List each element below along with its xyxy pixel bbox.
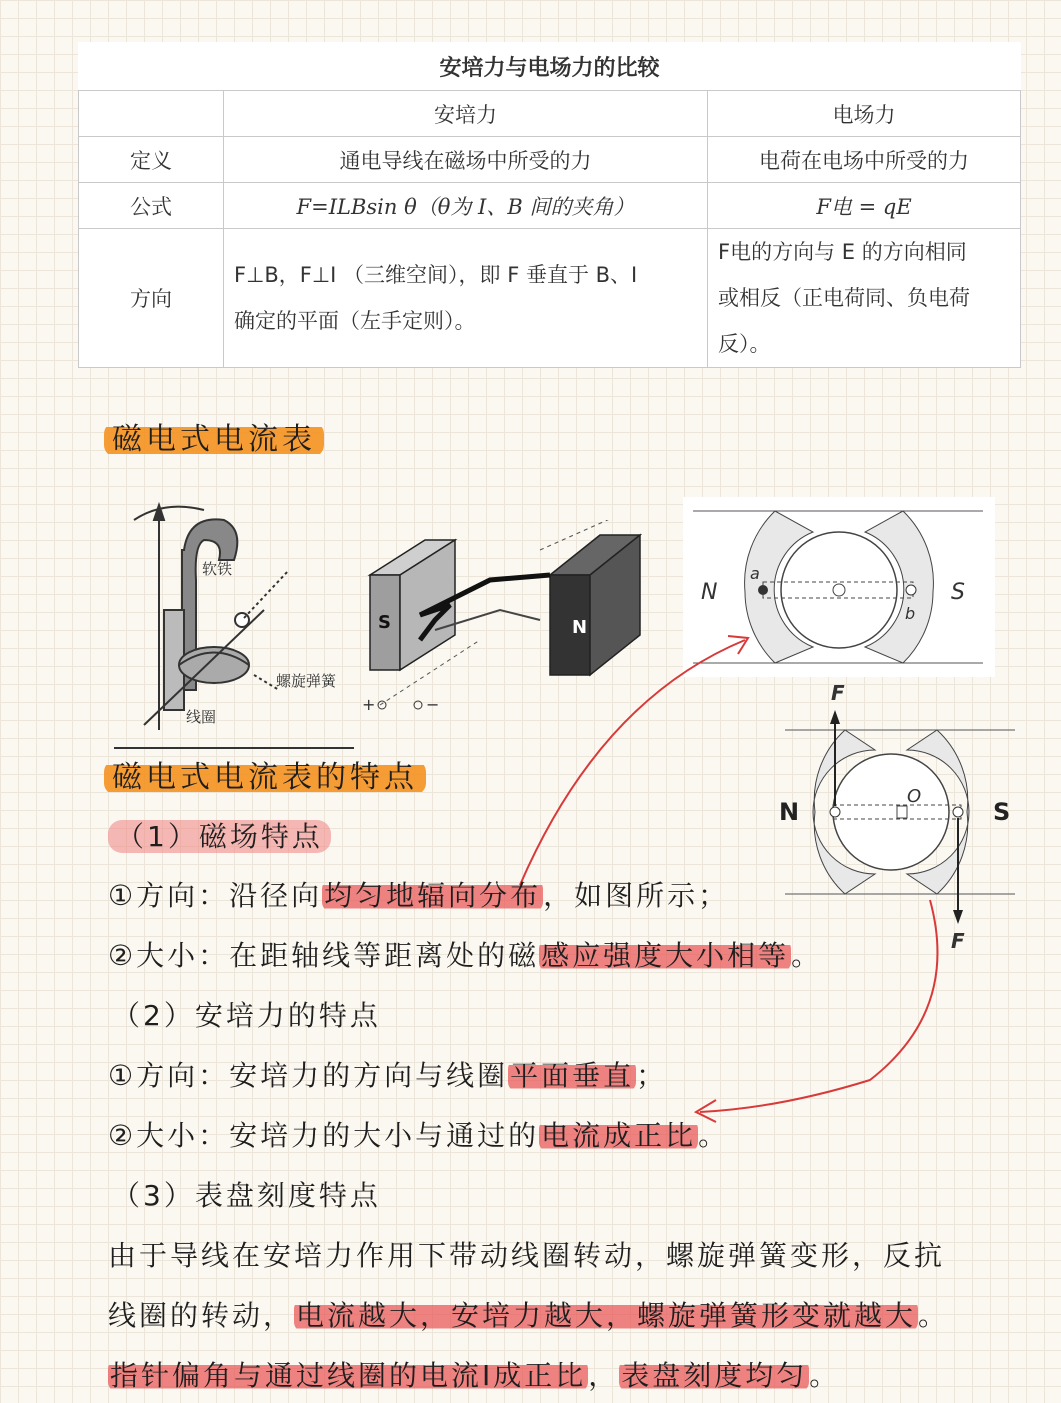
- cell-ampere-direction: [224, 229, 708, 368]
- sub3-para-line3: 指针偏角与通过线圈的电流I成正比，表盘刻度均匀。: [110, 1359, 841, 1392]
- row-label-definition: 定义: [79, 137, 224, 183]
- sub3-para-line1: 由于导线在安培力作用下带动线圈转动，螺旋弹簧变形，反抗: [108, 1239, 946, 1272]
- ampere-direction-line2: 确定的平面（左手定则）。: [234, 309, 476, 333]
- sub2-title: （2）安培力的特点: [112, 999, 381, 1032]
- sub1-line1: ①方向：沿径向均匀地辐向分布，如图所示；: [108, 879, 730, 912]
- radial1-label-b: b: [905, 604, 916, 623]
- radial2-pole-s: S: [993, 798, 1011, 826]
- terminal-plus: +: [362, 695, 376, 714]
- electric-direction-line2: 或相反（正电荷同、负电荷: [718, 286, 970, 310]
- cell-ampere-definition: 通电导线在磁场中所受的力: [224, 137, 708, 183]
- cell-ampere-formula: F=ILBsin θ（θ为 I、B 间的夹角）: [224, 183, 708, 229]
- cell-electric-direction: [708, 229, 1021, 368]
- col-header-ampere: 安培力: [224, 91, 708, 137]
- section-title-galvanometer: 磁电式电流表: [104, 414, 324, 458]
- row-label-formula: 公式: [79, 183, 224, 229]
- sub3-para-line2: 线圈的转动，电流越大，安培力越大，螺旋弹簧形变就越大。: [108, 1299, 950, 1332]
- radial1-pole-n: N: [701, 580, 718, 605]
- cell-electric-definition: 电荷在电场中所受的力: [708, 137, 1021, 183]
- comparison-table: [78, 42, 1021, 368]
- radial2-label-o: O: [907, 786, 922, 807]
- radial1-pole-s: S: [951, 580, 965, 605]
- col-header-electric: 电场力: [708, 91, 1021, 137]
- magnet-wire-figure: [360, 520, 650, 720]
- section-title-features: 磁电式电流表的特点: [104, 752, 426, 796]
- table-title: 安培力与电场力的比较: [79, 42, 1021, 91]
- label-soft-iron: 软铁: [202, 560, 233, 578]
- sub1-line2: ②大小：在距轴线等距离处的磁感应强度大小相等。: [108, 939, 823, 972]
- sub1-title: （1）磁场特点: [108, 815, 331, 855]
- table-corner: [79, 91, 224, 137]
- radial2-force-bottom: F: [951, 929, 965, 953]
- row-label-direction: 方向: [79, 229, 224, 368]
- electric-direction-line3: 反）。: [718, 332, 771, 356]
- radial-field-figure-2: [775, 678, 1025, 958]
- magnet-pole-n: N: [572, 617, 588, 638]
- galvanometer-figure: [104, 490, 364, 755]
- electric-direction-line1: F电的方向与 E 的方向相同: [718, 240, 967, 264]
- sub3-title: （3）表盘刻度特点: [112, 1179, 381, 1212]
- cell-electric-formula: F电 = qE: [708, 183, 1021, 229]
- radial-field-figure-1: [683, 497, 995, 677]
- radial2-pole-n: N: [779, 798, 800, 826]
- radial1-label-a: a: [750, 564, 760, 583]
- sub2-line1: ①方向：安培力的方向与线圈平面垂直；: [108, 1059, 668, 1092]
- label-spiral-spring: 螺旋弹簧: [276, 672, 337, 690]
- label-coil: 线圈: [186, 708, 217, 726]
- ampere-direction-line1: F⊥B，F⊥I （三维空间），即 F 垂直于 B、I: [234, 263, 638, 287]
- radial2-force-top: F: [831, 681, 845, 705]
- sub2-line2: ②大小：安培力的大小与通过的电流成正比。: [108, 1119, 730, 1152]
- terminal-minus: −: [426, 695, 440, 714]
- magnet-pole-s: S: [378, 612, 391, 633]
